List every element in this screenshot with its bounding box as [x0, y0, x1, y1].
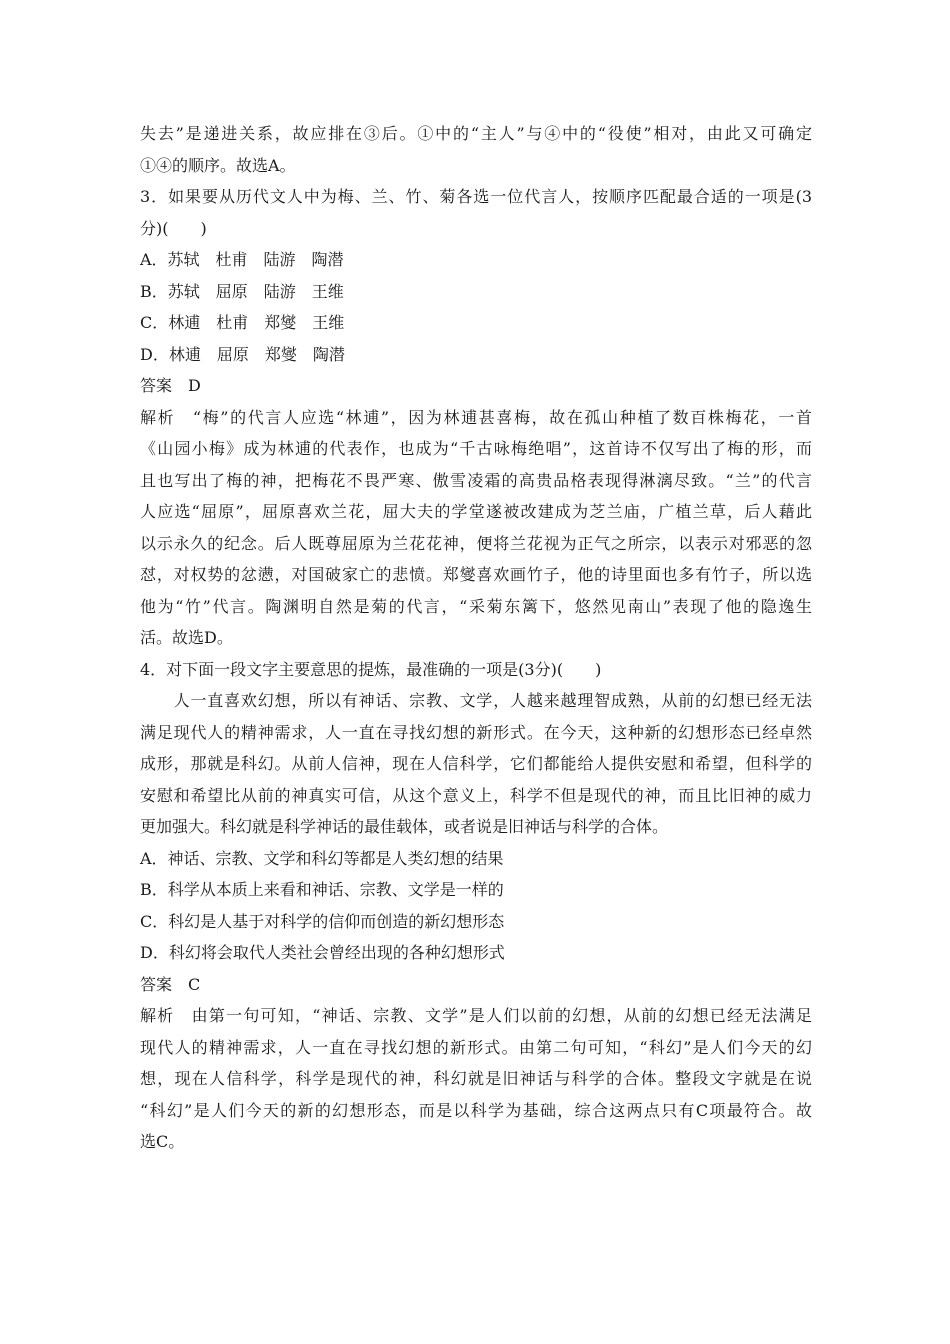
- text-line: 想，现在人信科学，科学是现代的神，科幻就是旧神话与科学的合体。整段文字就是在说: [140, 1069, 812, 1088]
- text-line: 他为“竹”代言。陶渊明自然是菊的代言，“采菊东篱下，悠然见南山”表现了他的隐逸生: [140, 596, 812, 616]
- text-line: 活。故选D。: [140, 628, 233, 647]
- text-line: ①④的顺序。故选A。: [140, 155, 296, 175]
- text-line: A．苏轼 杜甫 陆游 陶潜: [140, 250, 344, 269]
- text-line: 答案 C: [140, 974, 201, 994]
- text-line: 现代人的精神需求，人一直在寻找幻想的新形式。由第二句可知，“科幻”是人们今天的幻: [140, 1037, 812, 1057]
- text-line: 《山园小梅》成为林逋的代表作，也成为“千古咏梅绝唱”，这首诗不仅写出了梅的形，而: [140, 439, 812, 458]
- text-line: 怼，对权势的忿懑，对国破家亡的悲愤。郑燮喜欢画竹子，他的诗里面也多有竹子，所以选: [140, 565, 812, 584]
- text-line: 成形，那就是科幻。从前人信神，现在人信科学，它们都能给人提供安慰和希望，但科学的: [140, 754, 812, 773]
- text-line: C．科幻是人基于对科学的信仰而创造的新幻想形态: [140, 911, 505, 931]
- text-line: B．苏轼 屈原 陆游 王维: [140, 281, 344, 301]
- text-line: 解析 “梅”的代言人应选“林逋”，因为林逋甚喜梅，故在孤山种植了数百株梅花，一首: [140, 407, 812, 427]
- text-line: 解析 由第一句可知，“神话、宗教、文学”是人们以前的幻想，从前的幻想已经无法满足: [140, 1006, 812, 1025]
- text-line: 答案 D: [140, 376, 201, 395]
- text-line: 以示永久的纪念。后人既尊屈原为兰花花神，便将兰花视为正气之所宗，以表示对邪恶的忽: [140, 533, 812, 553]
- text-line: 且也写出了梅的神，把梅花不畏严寒、傲雪凌霜的高贵品格表现得淋漓尽致。“兰”的代言: [140, 470, 812, 490]
- text-line: A．神话、宗教、文学和科幻等都是人类幻想的结果: [140, 848, 504, 868]
- text-line: 安慰和希望比从前的神真实可信，从这个意义上，科学不但是现代的神，而且比旧神的威力: [140, 785, 812, 805]
- text-line: C．林逋 杜甫 郑燮 王维: [140, 313, 345, 332]
- document-body: [140, 118, 812, 1158]
- text-line: 分)( ): [140, 218, 207, 238]
- text-line: 满足现代人的精神需求，人一直在寻找幻想的新形式。在今天，这种新的幻想形态已经卓然: [140, 722, 812, 742]
- text-line: 3．如果要从历代文人中为梅、兰、竹、菊各选一位代言人，按顺序匹配最合适的一项是(3: [140, 187, 812, 206]
- text-line: 人一直喜欢幻想，所以有神话、宗教、文学，人越来越理智成熟，从前的幻想已经无法: [140, 691, 812, 710]
- text-line: 失去”是递进关系，故应排在③后。①中的“主人”与④中的“役使”相对，由此又可确定: [140, 124, 812, 143]
- text-line: D．林逋 屈原 郑燮 陶潜: [140, 344, 345, 364]
- text-line: 选C。: [140, 1132, 185, 1151]
- text-line: B．科学从本质上来看和神话、宗教、文学是一样的: [140, 880, 504, 899]
- text-line: 更加强大。科幻就是科学神话的最佳载体，或者说是旧神话与科学的合体。: [140, 817, 669, 836]
- text-line: D．科幻将会取代人类社会曾经出现的各种幻想形式: [140, 943, 505, 962]
- text-line: 4．对下面一段文字主要意思的提炼，最准确的一项是(3分)( ): [140, 659, 602, 679]
- text-line: “科幻”是人们今天的新的幻想形态，而是以科学为基础，综合这两点只有C项最符合。故: [140, 1100, 812, 1120]
- text-line: 人应选“屈原”，屈原喜欢兰花，屈大夫的学堂遂被改建成为芝兰庙，广植兰草，后人藉此: [140, 502, 812, 521]
